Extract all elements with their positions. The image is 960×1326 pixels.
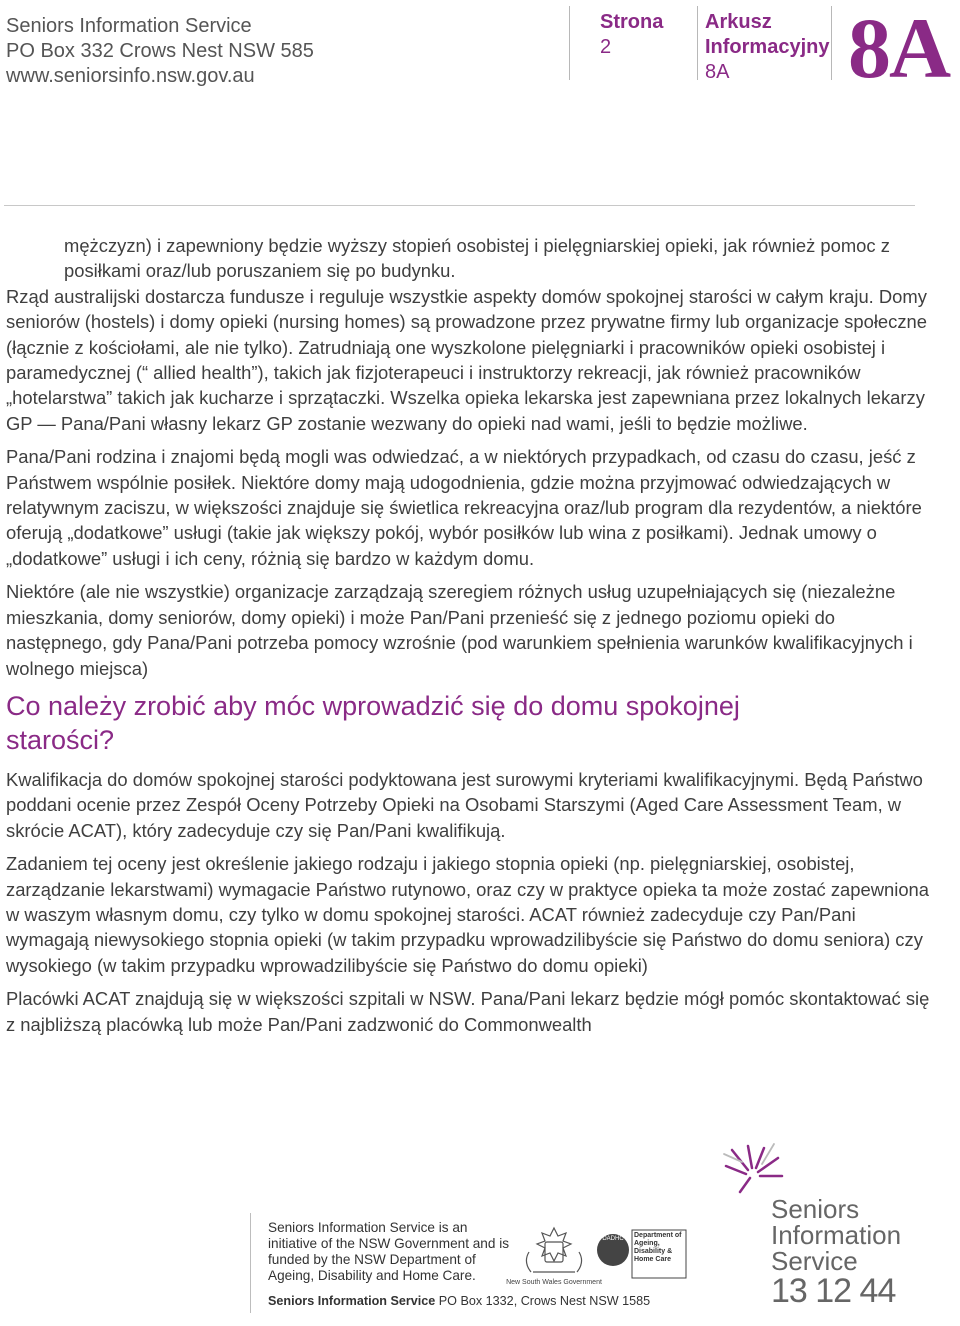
paragraph-visitors: Pana/Pani rodzina i znajomi będą mogli was odwiedzać, a w niektórych przypadkach, od czasu do czasu, jeść z Państwem wspólnie posiłek. Niektóre domy mają udogodnienia, gdzie można przyjmować odwiedzających w relatywnym zaciszu, w większości znajduje się świetlica rekreacyjna oraz/lub program dla rezydentów, a niektóre oferują „dodatkowe” usługi (takie jak większy pokój, wybór posiłków lub wina z posiłkami). Jednak umowy o „dodatkowe” usługi i ich ceny, różnią się bardzo w każdym domu.: [6, 446, 922, 569]
sheet-code: 8A: [705, 61, 730, 83]
paragraph-services: Niektóre (ale nie wszystkie) organizacje zarządzają szeregiem różnych usług uzupełniających się (niezależne mieszkania, domy seniorów, domy opieki) i może Pan/Pani przenieść się z jednego poziomu opieki do następnego, gdy Pana/Pani potrzeba pomocy wzrośnie (pod warunkiem spełnienia warunków kwalifikacyjnych i wolnego miejsca): [6, 581, 913, 679]
footer-address-box: PO Box 1332, Crows Nest NSW 1585: [435, 1294, 651, 1308]
page-indicator: [600, 10, 663, 60]
sheet-big-code: 8A: [848, 0, 950, 96]
header-rule: [4, 205, 915, 206]
footer-divider: [250, 1213, 251, 1313]
header-divider: [697, 6, 698, 80]
paragraph-assessment: Zadaniem tej oceny jest określenie jakiego rodzaju i jakiego stopnia opieki (np. pielęgniarskiej, osobistej, zarządzanie lekarstwami) wymagacie Państwo rutynowo, oraz czy w praktyce opieka ta może zostać zapewniona w waszym własnym domu, czy tylko w domu spokojnej starości. ACAT również zadecyduje czy Pan/Pani wymagają niewysokiego stopnia opieki (w takim przypadku wprowadzilibyście się Państwo do domu seniora) czy wysokiego (w takim przypadku wprowadzilibyście się Państwo do domu opieki): [6, 853, 930, 976]
nsw-logo-text: New South Wales Government: [506, 1279, 602, 1286]
paragraph-staff: Zatrudniają one wyszkolone pielęgniarki i pracowników opieki osobistej i paramedycznej (“ allied health”), takich jak fizjoterapeuci i instruktorzy rekreacji, jak również pracowników „hotelarstwa” takich jak kucharze i sprzątaczki. Wszelka opieka lekarska jest zapewniana przez lokalnych lekarzy GP — Pana/Pani własny lekarz GP zostanie wezwany do opieki nad wami, jeśli to będzie możliwe.: [6, 336, 925, 434]
footer-address-name: Seniors Information Service: [268, 1294, 436, 1308]
org-name: Seniors Information Service: [6, 15, 252, 37]
sis-logo-line1: Seniors: [771, 1194, 860, 1224]
paragraph-lead: Rząd australijski dostarcza fundusze i reguluje wszystkie aspekty domów spokojnej starości w całym kraju. Domy seniorów (hostels) i domy opieki (nursing homes) są prowadzone przez prywatne firmy lub organizacje społeczne (łącznie z kościołami, ale nie tylko).: [6, 285, 927, 358]
footer-initiative-text: Seniors Information Service is an initiative of the NSW Government and is funded by the NSW Department of Ageing, Disability and Home Care.: [268, 1220, 510, 1283]
continued-paragraph: mężczyzn) i zapewniony będzie wyższy stopień osobistej i pielęgniarskiej opieki, jak również pomoc z posiłkami oraz/lub poruszaniem się po budynku.: [64, 235, 890, 282]
sheet-label-1: Arkusz: [705, 11, 772, 33]
header-divider: [831, 6, 832, 80]
dadhc-text: Department of Ageing, Disability & Home Care: [634, 1232, 682, 1263]
seniors-info-logo-name: [771, 1196, 901, 1274]
paragraph-acat: Placówki ACAT znajdują się w większości szpitali w NSW. Pana/Pani lekarz będzie mógł pomóc skontaktować się z najbliższą placówką lub może Pan/Pani zadzwonić do Commonwealth: [6, 988, 930, 1035]
sheet-indicator: [705, 10, 829, 85]
dadhc-abbr: DADHC: [602, 1236, 624, 1242]
org-postal: PO Box 332 Crows Nest NSW 585: [6, 40, 314, 62]
sis-logo-line2: Information: [771, 1220, 902, 1250]
document-body: [6, 233, 931, 1045]
section-heading: Co należy zrobić aby móc wprowadzić się do domu spokojnej starości?: [6, 690, 740, 755]
sis-logo-line3: Service: [771, 1246, 858, 1276]
org-address-block: [6, 14, 314, 89]
page-number: 2: [600, 36, 612, 58]
footer-address: [268, 1294, 650, 1308]
dadhc-logo: [596, 1228, 688, 1282]
paragraph-eligibility: Kwalifikacja do domów spokojnej starości podyktowana jest surowymi kryteriami kwalifikacyjnymi. Będą Państwo poddani ocenie przez Zespół Oceny Potrzeby Opieki na Osobami Starszymi (Aged Care Assessment Team, w skrócie ACAT), który zadecyduje czy się Pan/Pani kwalifikują.: [6, 768, 923, 841]
header-divider: [569, 6, 570, 80]
paragraph-government: [6, 284, 931, 436]
page-label: Strona: [600, 11, 664, 33]
seniors-info-phone: 13 12 44: [771, 1272, 896, 1310]
nsw-government-logo: [506, 1222, 602, 1292]
org-website-link[interactable]: www.seniorsinfo.nsw.gov.au: [6, 65, 255, 87]
sheet-label-2: Informacyjny: [705, 36, 830, 58]
